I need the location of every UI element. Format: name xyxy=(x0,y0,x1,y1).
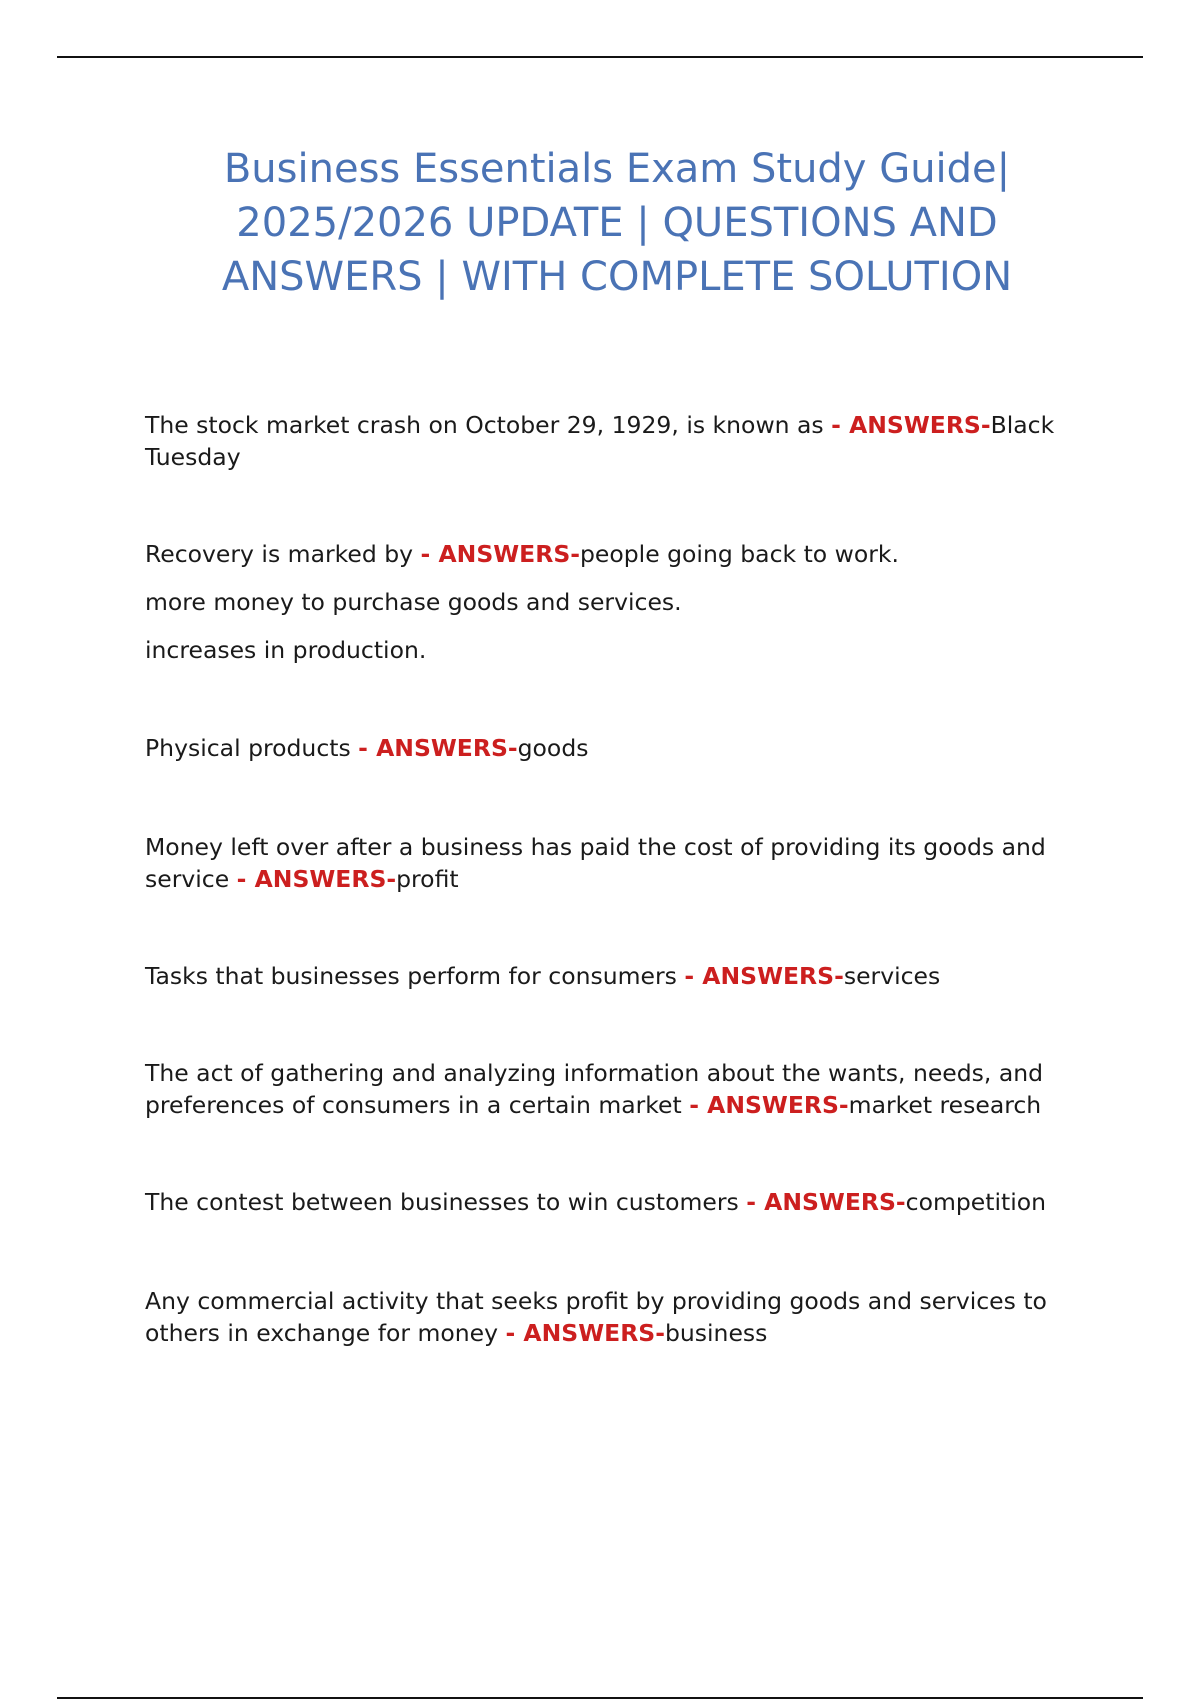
top-rule xyxy=(57,56,1143,58)
qa-item-8 xyxy=(145,1285,1090,1349)
answer-text: Black Tuesday xyxy=(145,411,1055,471)
answer-marker: - ANSWERS- xyxy=(684,962,844,990)
question-text: Any commercial activity that seeks profit by providing goods and services to others in exchange for money xyxy=(145,1287,1047,1347)
qa-item-4 xyxy=(145,831,1090,895)
title-line-1: Business Essentials Exam Study Guide| xyxy=(223,146,1011,192)
answer-text: profit xyxy=(396,865,459,893)
qa-item-3 xyxy=(145,732,1090,764)
answer-text: services xyxy=(843,962,941,990)
answer-marker: - ANSWERS- xyxy=(831,411,991,439)
answer-text: market research xyxy=(848,1091,1042,1119)
answer-marker: - ANSWERS- xyxy=(236,865,397,893)
qa-item-7 xyxy=(145,1186,1090,1218)
answer-marker: - ANSWERS- xyxy=(358,734,518,762)
question-text: The contest between businesses to win customers xyxy=(145,1188,747,1216)
title-line-3: ANSWERS | WITH COMPLETE SOLUTION xyxy=(221,254,1013,300)
answer-marker: - ANSWERS- xyxy=(746,1188,906,1216)
answer-marker: - ANSWERS- xyxy=(505,1319,665,1347)
bottom-rule xyxy=(57,1697,1143,1699)
question-text: The act of gathering and analyzing information about the wants, needs, and preferences of consumers in a certain market xyxy=(145,1059,1044,1119)
question-text: Money left over after a business has paid the cost of providing its goods and service xyxy=(145,833,1046,893)
qa-item-2 xyxy=(145,538,1090,666)
answer-text: goods xyxy=(517,734,589,762)
document-title xyxy=(150,142,1084,304)
question-text: The stock market crash on October 29, 1929, is known as xyxy=(145,411,832,439)
question-text: Recovery is marked by xyxy=(145,540,421,568)
answer-text: business xyxy=(664,1319,768,1347)
answer-extra-line-1: more money to purchase goods and services. xyxy=(145,588,682,616)
qa-item-1 xyxy=(145,409,1090,473)
answer-marker: - ANSWERS- xyxy=(689,1091,849,1119)
answer-extra-line-2: increases in production. xyxy=(145,636,427,664)
qa-item-5 xyxy=(145,960,1090,992)
question-text: Tasks that businesses perform for consumers xyxy=(145,962,685,990)
answer-text: people going back to work. xyxy=(580,540,899,568)
question-text: Physical products xyxy=(145,734,359,762)
title-line-2: 2025/2026 UPDATE | QUESTIONS AND xyxy=(236,200,998,246)
answer-text: competition xyxy=(905,1188,1046,1216)
answer-marker: - ANSWERS- xyxy=(420,540,581,568)
qa-item-6 xyxy=(145,1057,1090,1121)
